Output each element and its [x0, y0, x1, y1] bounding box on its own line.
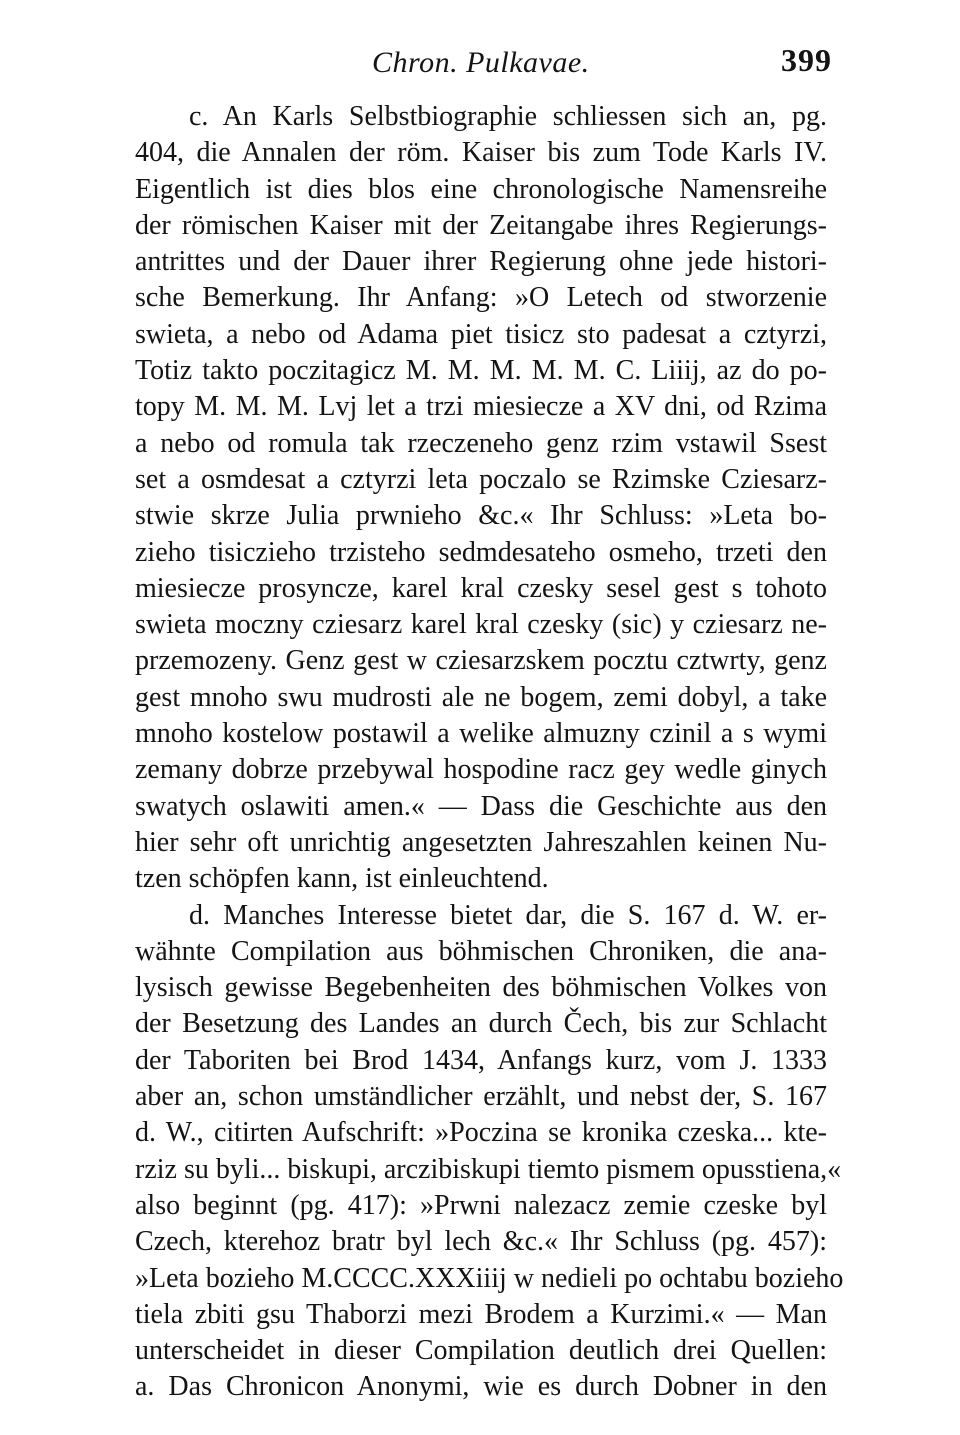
running-title: Chron. Pulkavae. — [372, 46, 590, 79]
text-line: wähnte Compilation aus böhmischen Chroniken, die ana- — [135, 935, 827, 967]
page-number: 399 — [781, 42, 832, 78]
page-header — [0, 42, 960, 88]
text-line: topy M. M. M. Lvj let a trzi miesiecze a XV dni, od Rzima — [135, 391, 827, 423]
text-line: swatych oslawiti amen.« — Dass die Geschichte aus den — [135, 790, 827, 822]
text-line: antrittes und der Dauer ihrer Regierung ohne jede histori- — [135, 246, 827, 278]
text-line: zemany dobrze przebywal hospodine racz gey wedle ginych — [135, 754, 827, 786]
text-line: Eigentlich ist dies blos eine chronologische Namensreihe — [135, 173, 827, 205]
text-line: d. W., citirten Aufschrift: »Poczina se kronika czeska... kte- — [135, 1117, 827, 1149]
text-line: also beginnt (pg. 417): »Prwni nalezacz zemie czeske byl — [135, 1189, 827, 1221]
text-line: tzen schöpfen kann, ist einleuchtend. — [135, 863, 549, 895]
text-line: swieta, a nebo od Adama piet tisicz sto padesat a cztyrzi, — [135, 318, 827, 350]
text-line: lysisch gewisse Begebenheiten des böhmischen Volkes von — [135, 972, 827, 1004]
text-line: der Taboriten bei Brod 1434, Anfangs kurz, vom J. 1333 — [135, 1044, 827, 1076]
text-line: set a osmdesat a cztyrzi leta poczalo se Rzimske Cziesarz- — [135, 463, 827, 495]
text-line: d. Manches Interesse bietet dar, die S. 167 d. W. er- — [189, 899, 827, 931]
text-line: Czech, kterehoz bratr byl lech &c.« Ihr Schluss (pg. 457): — [135, 1226, 827, 1258]
text-line: swieta moczny cziesarz karel kral czesky (sic) y cziesarz ne- — [135, 609, 827, 641]
text-line: miesiecze prosyncze, karel kral czesky sesel gest s tohoto — [135, 572, 827, 604]
text-line: mnoho kostelow postawil a welike almuzny czinil a s wymi — [135, 718, 827, 750]
text-line: gest mnoho swu mudrosti ale ne bogem, zemi dobyl, a take — [135, 681, 827, 713]
text-line: c. An Karls Selbstbiographie schliessen sich an, pg. — [189, 101, 827, 132]
text-line: rziz su byli... biskupi, arczibiskupi tiemto pismem opusstiena,« — [135, 1153, 842, 1185]
text-line: hier sehr oft unrichtig angesetzten Jahreszahlen keinen Nu- — [135, 826, 827, 858]
text-line: »Leta bozieho M.CCCC.XXXiiij w nedieli po ochtabu bozieho — [135, 1262, 844, 1294]
text-line: stwie skrze Julia prwnieho &c.« Ihr Schluss: »Leta bo- — [135, 500, 827, 532]
text-line: der Besetzung des Landes an durch Čech, bis zur Schlacht — [135, 1008, 827, 1040]
text-line: tiela zbiti gsu Thaborzi mezi Brodem a Kurzimi.« — Man — [135, 1298, 827, 1330]
text-line: sche Bemerkung. Ihr Anfang: »O Letech od stworzenie — [135, 282, 827, 314]
text-line: przemozeny. Genz gest w cziesarzskem pocztu cztwrty, genz — [135, 645, 827, 677]
text-line: a. Das Chronicon Anonymi, wie es durch Dobner in den — [135, 1371, 827, 1403]
text-line: 404, die Annalen der röm. Kaiser bis zum Tode Karls IV. — [135, 137, 827, 169]
text-line: zieho tisiczieho trzisteho sedmdesateho osmeho, trzeti den — [135, 536, 827, 568]
text-line: der römischen Kaiser mit der Zeitangabe ihres Regierungs- — [135, 209, 827, 241]
body-text — [135, 99, 844, 1406]
text-line: unterscheidet in dieser Compilation deutlich drei Quellen: — [135, 1335, 827, 1367]
text-line: a nebo od romula tak rzeczeneho genz rzim vstawil Ssest — [135, 427, 827, 459]
text-line: Totiz takto poczitagicz M. M. M. M. M. C. Liiij, az do po- — [135, 355, 827, 387]
text-line: aber an, schon umständlicher erzählt, und nebst der, S. 167 — [135, 1081, 827, 1113]
